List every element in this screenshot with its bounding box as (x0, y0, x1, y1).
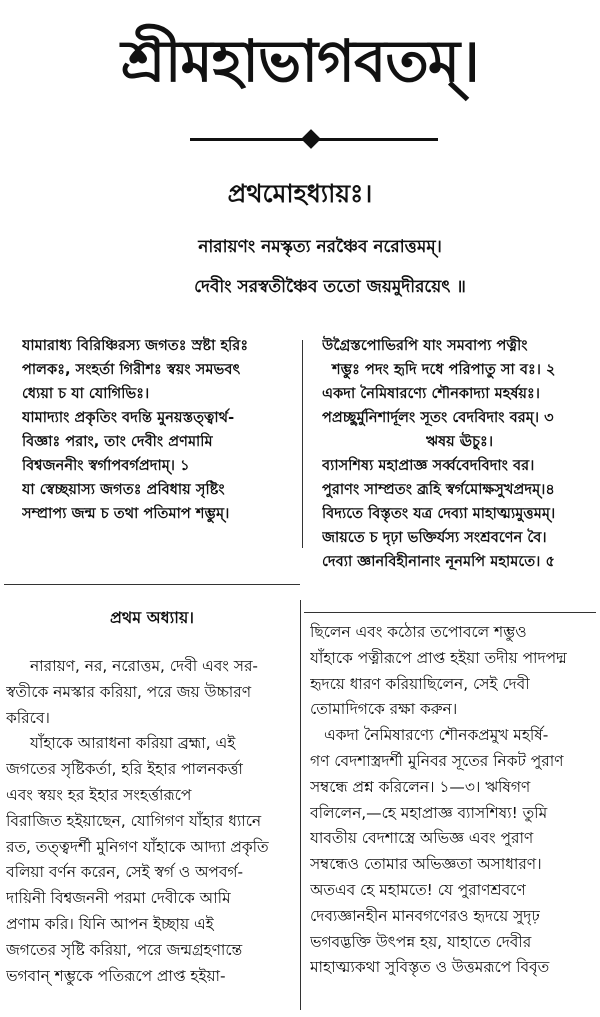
prose-line: গণ বেদশাস্ত্রদর্শী মুনিবর সূতের নিকট পুরাণ (310, 751, 564, 770)
prose-line: যাবতীয় বেদশাস্ত্রে অভিজ্ঞ এবং পুরাণ (310, 829, 534, 848)
verse-line: জায়তে চ দৃঢ়া ভক্তির্যস্য সংশ্রবণেন বৈ। (322, 529, 547, 546)
verse-line: ধ্যেয়া চ যা যোগিভিঃ। (22, 385, 150, 402)
prose-line: জগতের সৃষ্টিকর্তা, হরি ইহার পালনকর্ত্তা (6, 760, 243, 779)
verse-line: দেব্যা জ্ঞানবিহীনানাং নূনমপি মহামতে। ৫ (322, 553, 555, 570)
section-divider-right (304, 612, 596, 613)
prose-line: দায়িনী বিশ্বজননী পরমা দেবীকে আমি (6, 889, 231, 908)
section-divider-left (4, 584, 300, 585)
prose-line: অতএব হে মহামতে! যে পুরাণশ্রবণে (310, 880, 526, 899)
column-divider-top (302, 340, 303, 548)
chapter-heading: প্রথমোহধ্যায়ঃ। (227, 179, 373, 208)
verse-line: বিদ্যতে বিস্তৃতং যত্র দেব্যা মাহাত্ম্যমুত্তমম্। (322, 505, 556, 522)
verse-line: শম্ভুঃ পদং হৃদি দধে পরিপাতু সা বঃ। ২ (332, 361, 556, 378)
prose-line: করিবে। (6, 708, 50, 727)
prose-line: ছিলেন এবং কঠোর তপোবলে শম্ভুও (310, 623, 527, 641)
prose-line: হৃদয়ে ধারণ করিয়াছিলেন, সেই দেবী (310, 674, 530, 693)
prose-line: একদা নৈমিষারণ্যে শৌনকপ্রমুখ মহর্ষি- (324, 726, 549, 745)
translation-right-column (310, 620, 596, 981)
prose-line: সম্বন্ধেও তোমার অভিজ্ঞতা অসাধারণ। (310, 855, 542, 874)
translation-left-column (6, 654, 296, 989)
verse-line: একদা নৈমিষারণ্যে শৌনকাদ্যা মহর্ষয়ঃ। (322, 385, 540, 402)
verse-line: ব্যাসশিষ্য মহাপ্রাজ্ঞ সর্ব্ববেদবিদাং বর। (322, 457, 535, 474)
page-title: শ্রীমহাভাগবতম্। (121, 27, 479, 95)
prose-line: বলিলেন,—হে মহাপ্রাজ্ঞ ব্যাসশিষ্য! তুমি (310, 803, 548, 822)
verse-line: পুরাণং সাম্প্রতং ব্রূহি স্বর্গমোক্ষসুখপ্রদম্।৪ (322, 481, 555, 498)
prose-line: নারায়ণ, নর, নরোত্তম, দেবী এবং সর- (30, 657, 258, 675)
verse-line: যা স্বেচ্ছয়াস্য জগতঃ প্রবিধায় সৃষ্টিং (22, 481, 225, 498)
prose-line: ভগবান্ শম্ভুকে পতিরূপে প্রাপ্ত হইয়া- (6, 966, 226, 985)
prose-line: প্রণাম করি। যিনি আপন ইচ্ছায় এই (6, 914, 214, 933)
prose-line: দেব্যজ্ঞানহীন মানবগণেরও হৃদয়ে সুদৃঢ় (310, 906, 540, 925)
verse-line: পপ্রচ্ছুর্মুনিশার্দূলং সূতং বেদবিদাং বরম্। ৩ (322, 409, 554, 426)
ornament-diamond-icon (301, 129, 321, 149)
verse-line: উগ্রৈস্তপোভিরপি যাং সমবাপ্য পত্নীং (322, 337, 528, 354)
verse-line: ঋষয় ঊচুঃ। (426, 433, 494, 450)
translation-heading: প্রথম অধ্যায়। (109, 608, 194, 627)
prose-line: মাহাত্ম্যকথা সুবিস্তৃত ও উত্তমরূপে বিবৃত (310, 958, 550, 977)
prose-line: বলিয়া বর্ণন করেন, সেই স্বর্গ ও অপবর্গ- (6, 863, 244, 882)
prose-line: যাঁহাকে পত্নীরূপে প্রাপ্ত হইয়া তদীয় পাদপদ্ম (310, 648, 567, 667)
verse-line: পালকঃ, সংহর্তা গিরীশঃ স্বয়ং সমভবৎ (22, 361, 241, 378)
title-ornament-divider (190, 138, 438, 141)
prose-line: সম্বন্ধে প্রশ্ন করিলেন। ১—৩। ঋষিগণ (310, 777, 531, 796)
prose-line: যাঁহাকে আরাধনা করিয়া ব্রহ্মা, এই (30, 734, 236, 753)
verse-line: বিশ্বজননীং স্বর্গাপবর্গপ্রদাম্। ১ (22, 457, 190, 474)
verse-line: বিজ্ঞাঃ পরাং, তাং দেবীং প্রণমামি (22, 433, 213, 450)
sanskrit-verse-left-column (22, 334, 294, 526)
prose-line: রত, তত্ত্বদর্শী মুনিগণ যাঁহাকে আদ্যা প্রকৃতি (6, 837, 269, 856)
invocation-line-2: দেবীং সরস্বতীঞ্চৈব ততো জয়মুদীরয়েৎ ॥ (194, 277, 466, 297)
verse-line: সম্প্রাপ্য জন্ম চ তথা পতিমাপ শম্ভুম্। (22, 505, 230, 522)
prose-line: স্বতীকে নমস্কার করিয়া, পরে জয় উচ্চারণ (6, 682, 252, 701)
invocation-line-1: নারায়ণং নমস্কৃত্য নরঞ্চৈব নরোত্তমম্। (198, 237, 442, 257)
prose-line: জগতের সৃষ্টি করিয়া, পরে জন্মগ্রহণান্তে (6, 940, 243, 959)
column-divider-bottom (300, 600, 301, 1010)
verse-line: যামারাধ্য বিরিঞ্চিরস্য জগতঃ স্রষ্টা হরিঃ (22, 337, 249, 354)
prose-line: এবং স্বয়ং হর ইহার সংহর্ত্তারূপে (6, 785, 192, 804)
verse-line: যামাদ্যাং প্রকৃতিং বদন্তি মুনয়স্তত্ত্বার্থ- (22, 409, 235, 426)
sanskrit-verse-right-column (322, 334, 594, 574)
prose-line: ভগবদ্ভক্তি উৎপন্ন হয়, যাহাতে দেবীর (310, 932, 532, 951)
prose-line: তোমাদিগকে রক্ষা করুন। (310, 700, 458, 719)
prose-line: বিরাজিত হইয়াছেন, যোগিগণ যাঁহার ধ্যানে (6, 811, 262, 830)
